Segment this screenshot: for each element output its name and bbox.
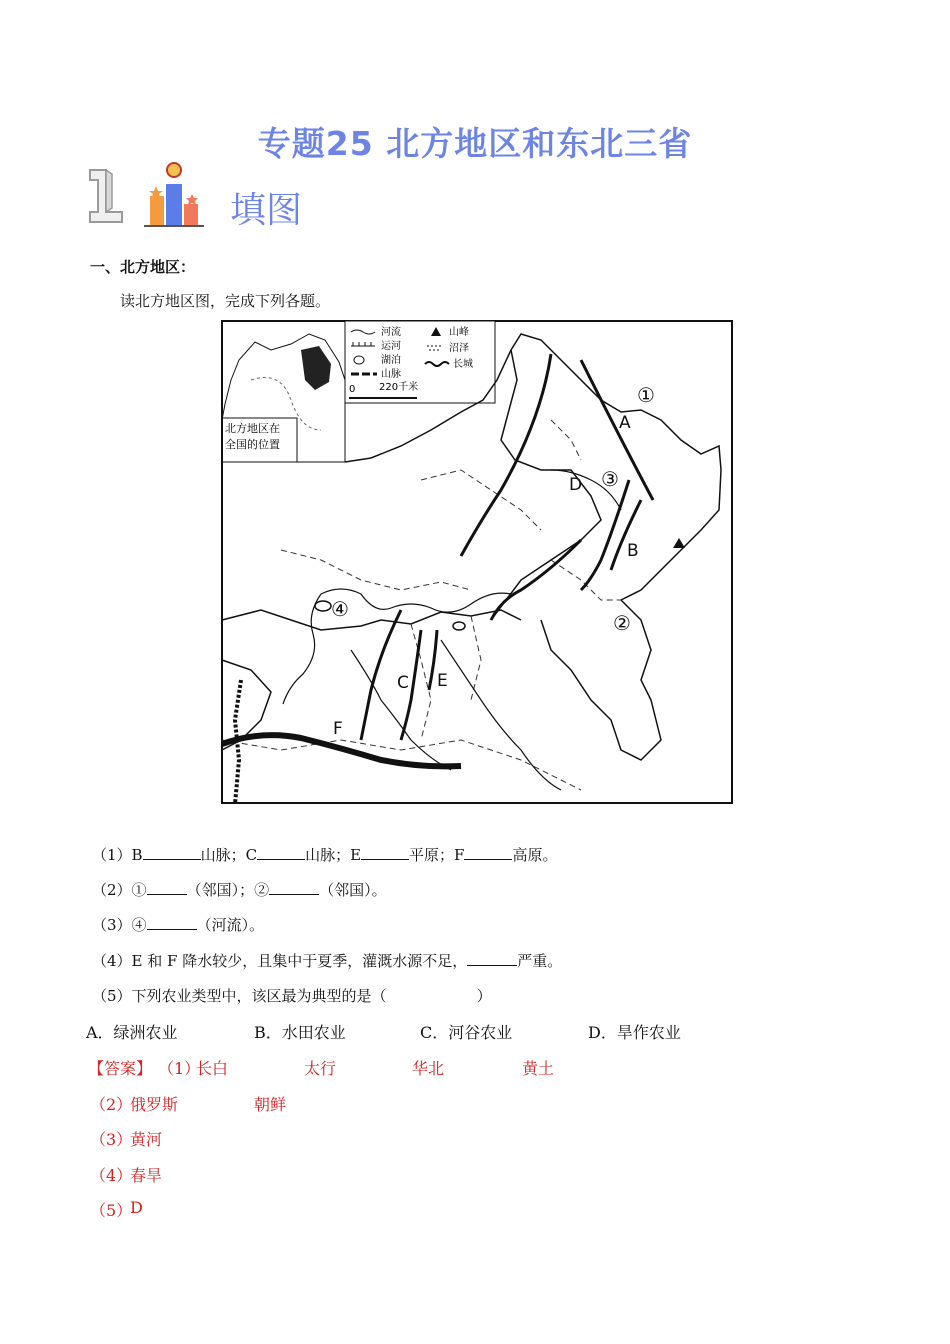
section-heading: 一、北方地区： xyxy=(90,258,196,276)
answer-5-number: （5） xyxy=(90,1201,133,1220)
answer-4: 春旱 xyxy=(130,1166,163,1185)
question-text: （邻国）。 xyxy=(319,881,387,899)
banner-label: 填图 xyxy=(230,190,303,231)
answer-2-first: 俄罗斯 xyxy=(130,1095,179,1114)
question-text: 山脉；C xyxy=(200,846,258,864)
answer-1-f: 黄土 xyxy=(522,1059,555,1078)
answer-blank[interactable] xyxy=(467,953,517,966)
question-text: ） xyxy=(476,987,492,1005)
podium-trophy-icon xyxy=(144,160,214,230)
option-b[interactable]: B．水田农业 xyxy=(254,1023,346,1042)
answer-3-number: （3） xyxy=(90,1130,133,1149)
answer-3: 黄河 xyxy=(130,1130,163,1149)
question-text: E 和 F 降水较少，且集中于夏季，灌溉水源不足， xyxy=(131,952,468,970)
question-2 xyxy=(92,879,387,900)
answer-blank[interactable] xyxy=(257,847,305,860)
answer-2-number: （2） xyxy=(90,1095,133,1114)
question-text: 山脉；E xyxy=(305,846,362,864)
question-text: 高原。 xyxy=(512,846,558,864)
answer-blank[interactable] xyxy=(361,847,409,860)
question-text: B xyxy=(131,846,143,864)
north-china-map xyxy=(221,320,733,804)
answer-blank[interactable] xyxy=(147,882,187,895)
question-5 xyxy=(92,985,492,1006)
label-D: D xyxy=(569,475,583,495)
label-C: C xyxy=(397,673,409,693)
page-title: 专题25 北方地区和东北三省 xyxy=(257,124,693,163)
marker-4: ④ xyxy=(331,597,349,621)
option-c[interactable]: C．河谷农业 xyxy=(420,1023,513,1042)
section-intro: 读北方地区图，完成下列各题。 xyxy=(120,292,331,310)
question-text: ④ xyxy=(131,916,147,934)
answer-1-e: 华北 xyxy=(412,1059,445,1078)
label-F: F xyxy=(333,719,343,739)
legend-canal: 运河 xyxy=(381,341,401,352)
question-number: （3） xyxy=(92,916,132,934)
answer-4-number: （4） xyxy=(90,1166,133,1185)
inset-label-line2: 全国的位置 xyxy=(225,438,280,451)
question-text: 严重。 xyxy=(517,952,563,970)
answer-5: D xyxy=(130,1198,143,1217)
label-E: E xyxy=(437,671,448,691)
section-banner xyxy=(84,160,484,230)
inset-label-line1: 北方地区在 xyxy=(225,422,280,435)
number-one-icon xyxy=(84,166,128,226)
question-text: （河流）。 xyxy=(196,916,265,934)
question-3 xyxy=(92,914,264,935)
answer-1-b: 长白 xyxy=(196,1059,229,1078)
answer-blank[interactable] xyxy=(147,917,197,930)
answer-1-number: （1） xyxy=(158,1059,201,1078)
legend-peak: 山峰 xyxy=(449,327,469,338)
marker-1: ① xyxy=(637,383,655,407)
question-number: （5） xyxy=(92,987,132,1005)
question-number: （4） xyxy=(92,952,132,970)
legend-lake: 湖泊 xyxy=(381,355,401,366)
legend-river: 河流 xyxy=(381,327,401,338)
question-text: 平原；F xyxy=(409,846,465,864)
question-text: （邻国）；② xyxy=(186,881,270,899)
label-A: A xyxy=(619,413,631,433)
answer-2-second: 朝鲜 xyxy=(254,1095,287,1114)
marker-3: ③ xyxy=(601,467,619,491)
label-B: B xyxy=(627,541,639,561)
question-text: ① xyxy=(131,881,147,899)
answer-blank[interactable] xyxy=(464,847,512,860)
answer-blank[interactable] xyxy=(143,847,201,860)
question-text: 下列农业类型中，该区最为典型的是（ xyxy=(131,987,387,1005)
legend-swamp: 沼泽 xyxy=(449,343,469,354)
marker-2: ② xyxy=(613,611,631,635)
scale-zero: 0 xyxy=(349,384,356,395)
map-legend xyxy=(345,321,495,403)
scale-label: 220千米 xyxy=(379,382,419,393)
question-number: （2） xyxy=(92,881,132,899)
option-a[interactable]: A．绿洲农业 xyxy=(86,1023,178,1042)
option-d[interactable]: D．旱作农业 xyxy=(588,1023,681,1042)
answer-blank[interactable] xyxy=(269,882,319,895)
answer-1-c: 太行 xyxy=(304,1059,337,1078)
question-1 xyxy=(92,844,557,865)
legend-great-wall: 长城 xyxy=(453,359,473,370)
legend-mountain: 山脉 xyxy=(381,369,401,380)
answer-tag: 【答案】 xyxy=(88,1059,153,1078)
question-number: （1） xyxy=(92,846,132,864)
question-4 xyxy=(92,950,562,971)
